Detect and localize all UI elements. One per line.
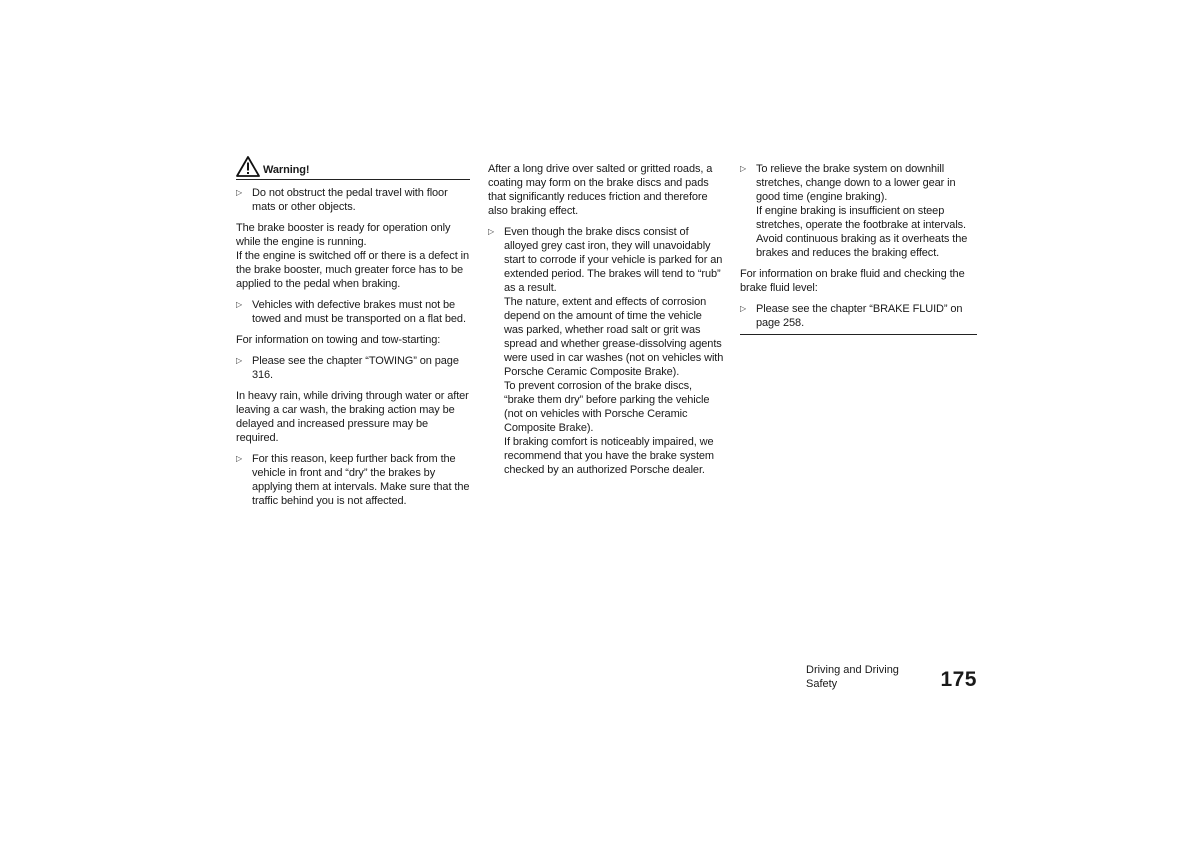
- page-footer: [806, 663, 977, 691]
- triangle-bullet-icon: ▷: [236, 356, 243, 365]
- triangle-bullet-icon: ▷: [740, 304, 747, 313]
- list-item: [740, 162, 977, 260]
- bullet-text: Please see the chapter “BRAKE FLUID” on page 258.: [756, 303, 963, 329]
- triangle-bullet-icon: ▷: [740, 164, 747, 173]
- list-item: [488, 225, 724, 477]
- bullet-text: To relieve the brake system on downhill stretches, change down to a lower gear in good time (engine braking). If engine braking is insufficient on steep stretches, operate the footbrake at intervals. Avoid continuous braking as it overheats the brakes and reduces the braking effect.: [756, 163, 968, 259]
- list-item: [740, 302, 977, 330]
- bullet-text: Do not obstruct the pedal travel with floor mats or other objects.: [252, 187, 448, 213]
- bullet-text: For this reason, keep further back from the vehicle in front and “dry” the brakes by applying them at intervals. Make sure that the traffic behind you is not affected.: [252, 453, 470, 507]
- bullet-text: Vehicles with defective brakes must not be towed and must be transported on a flat bed.: [252, 299, 466, 325]
- warning-bullet: [236, 186, 470, 214]
- warning-header: [236, 156, 470, 180]
- section-end-rule: [740, 334, 977, 335]
- column-right: [740, 162, 977, 335]
- triangle-bullet-icon: ▷: [488, 227, 495, 236]
- paragraph: For information on brake fluid and checking the brake fluid level:: [740, 268, 965, 294]
- paragraph: The brake booster is ready for operation only while the engine is running. If the engine is switched off or there is a defect in the brake booster, much greater force has to be applied to the pedal when braking.: [236, 222, 469, 290]
- column-left: [236, 156, 470, 515]
- list-item: [236, 298, 470, 326]
- bullet-text: Even though the brake discs consist of alloyed grey cast iron, they will unavoidably start to corrode if your vehicle is parked for an extended period. The brakes will tend to “rub” as a result. The nature, extent and effects of corrosion depend on the amount of time the vehicle was parked, whether road salt or grit was spread and whether grease-dissolving agents were used in car washes (not on vehicles with Porsche Ceramic Composite Brake). To prevent corrosion of the brake discs, “brake them dry” before parking the vehicle (not on vehicles with Porsche Ceramic Composite Brake). If braking comfort is noticeably impaired, we recommend that you have the brake system checked by an authorized Porsche dealer.: [504, 226, 724, 476]
- paragraph: After a long drive over salted or gritted roads, a coating may form on the brake discs and pads that significantly reduces friction and therefore also braking effect.: [488, 163, 713, 217]
- triangle-bullet-icon: ▷: [236, 300, 243, 309]
- list-item: [236, 452, 470, 508]
- paragraph: For information on towing and tow-starting:: [236, 334, 441, 346]
- section-title: Driving and Driving Safety: [806, 664, 899, 690]
- column-middle: [488, 162, 724, 484]
- paragraph: In heavy rain, while driving through water or after leaving a car wash, the braking action may be delayed and increased pressure may be required.: [236, 390, 469, 444]
- warning-triangle-icon: [236, 156, 260, 177]
- triangle-bullet-icon: ▷: [236, 188, 243, 197]
- page-number: 175: [940, 668, 977, 691]
- warning-title: Warning!: [263, 164, 310, 176]
- list-item: [236, 354, 470, 382]
- bullet-text: Please see the chapter “TOWING” on page 316.: [252, 355, 459, 381]
- triangle-bullet-icon: ▷: [236, 454, 243, 463]
